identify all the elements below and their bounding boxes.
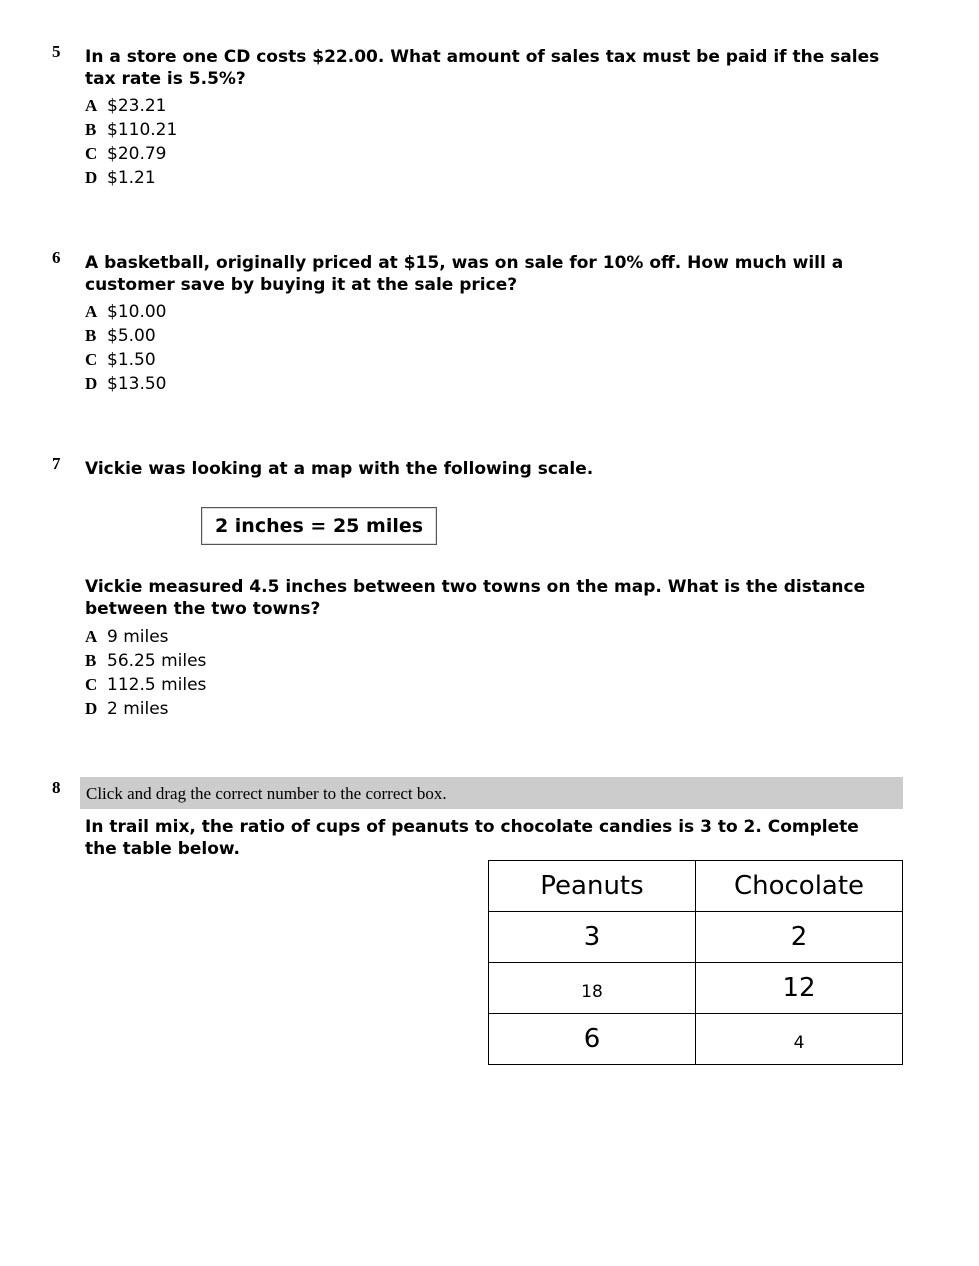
choice-letter: A — [85, 302, 98, 321]
question-text: In a store one CD costs $22.00. What amount of sales tax must be paid if the sales tax rate is 5.5%? — [85, 47, 880, 89]
answer-choice-d[interactable] — [85, 697, 206, 721]
table-row — [489, 912, 903, 963]
choice-letter: C — [85, 350, 98, 369]
choice-letter: D — [85, 699, 98, 718]
drop-box-chocolate[interactable]: 4 — [696, 1014, 903, 1065]
ratio-table — [488, 860, 903, 1065]
question-text-continued: Vickie measured 4.5 inches between two towns on the map. What is the distance between the two towns? — [85, 577, 866, 619]
instruction-banner: Click and drag the correct number to the correct box. — [80, 777, 903, 809]
choice-letter: D — [85, 374, 98, 393]
choice-value: 2 miles — [107, 699, 169, 719]
choice-value: $23.21 — [107, 96, 167, 116]
choice-value: 112.5 miles — [107, 675, 207, 695]
question-text: In trail mix, the ratio of cups of peanuts to chocolate candies is 3 to 2. Complete the table below. — [85, 817, 859, 859]
choice-value: $1.21 — [107, 168, 156, 188]
question-number: 8 — [52, 778, 61, 797]
answer-choice-a[interactable] — [85, 94, 177, 118]
header-chocolate: Chocolate — [696, 861, 903, 912]
answer-choices — [85, 300, 166, 396]
table-header-row — [489, 861, 903, 912]
choice-value: $110.21 — [107, 120, 178, 140]
answer-choices — [85, 625, 206, 721]
answer-choice-b[interactable] — [85, 118, 177, 142]
drop-box-peanuts[interactable]: 18 — [489, 963, 696, 1014]
answer-choice-b[interactable] — [85, 649, 206, 673]
choice-letter: B — [85, 120, 97, 139]
question-text: Vickie was looking at a map with the following scale. — [85, 459, 594, 479]
header-peanuts: Peanuts — [489, 861, 696, 912]
choice-value: 9 miles — [107, 627, 169, 647]
map-scale-box: 2 inches = 25 miles — [201, 507, 437, 545]
table-row — [489, 963, 903, 1014]
answer-choice-c[interactable] — [85, 142, 177, 166]
answer-choice-b[interactable] — [85, 324, 166, 348]
table-row — [489, 1014, 903, 1065]
cell-chocolate: 2 — [696, 912, 903, 963]
question-text: A basketball, originally priced at $15, was on sale for 10% off. How much will a customer save by buying it at the sale price? — [85, 253, 844, 295]
choice-letter: A — [85, 627, 98, 646]
cell-peanuts: 3 — [489, 912, 696, 963]
question-number: 7 — [52, 454, 61, 473]
answer-choice-a[interactable] — [85, 300, 166, 324]
answer-choice-c[interactable] — [85, 348, 166, 372]
choice-value: 56.25 miles — [107, 651, 207, 671]
choice-value: $1.50 — [107, 350, 156, 370]
answer-choices — [85, 94, 177, 190]
answer-choice-d[interactable] — [85, 166, 177, 190]
question-number: 6 — [52, 248, 61, 267]
choice-letter: A — [85, 96, 98, 115]
choice-letter: B — [85, 326, 97, 345]
choice-value: $13.50 — [107, 374, 167, 394]
choice-letter: B — [85, 651, 97, 670]
question-number: 5 — [52, 42, 61, 61]
choice-letter: C — [85, 675, 98, 694]
choice-value: $5.00 — [107, 326, 156, 346]
choice-letter: C — [85, 144, 98, 163]
answer-choice-d[interactable] — [85, 372, 166, 396]
cell-peanuts: 6 — [489, 1014, 696, 1065]
choice-value: $10.00 — [107, 302, 167, 322]
cell-chocolate: 12 — [696, 963, 903, 1014]
answer-choice-c[interactable] — [85, 673, 206, 697]
answer-choice-a[interactable] — [85, 625, 206, 649]
choice-letter: D — [85, 168, 98, 187]
choice-value: $20.79 — [107, 144, 167, 164]
